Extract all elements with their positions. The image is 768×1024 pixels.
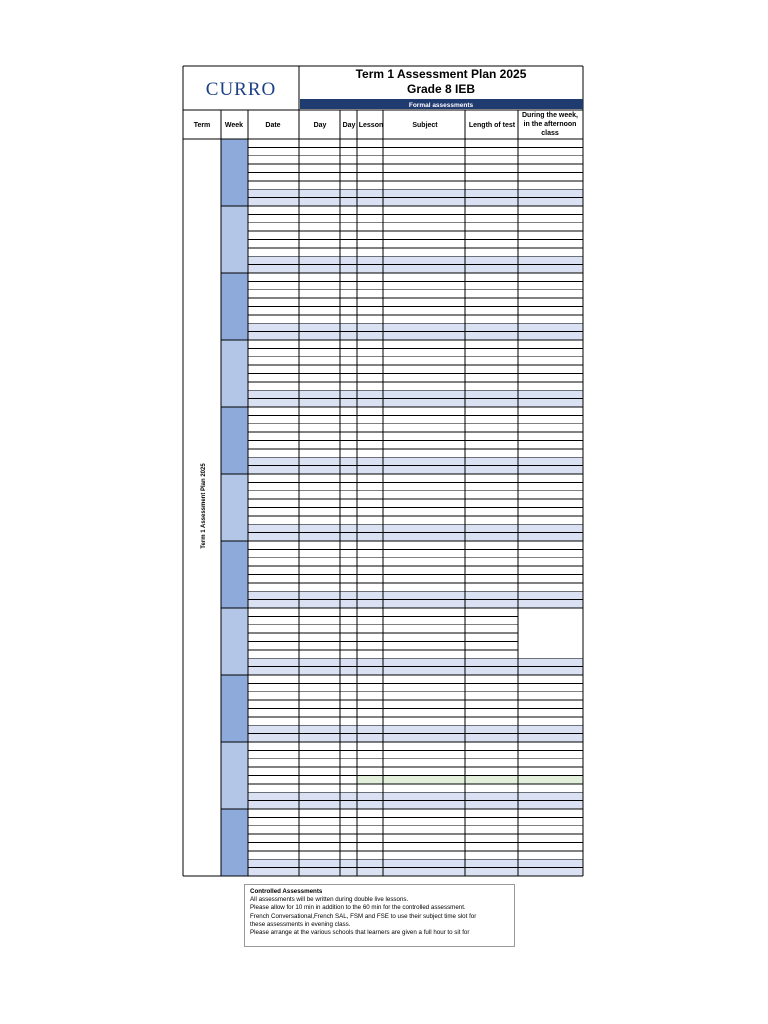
shaded-row	[248, 189, 583, 197]
notes-line: Please arrange at the various schools that learners are given a full hour to sit for	[250, 929, 470, 937]
col-header-during-2: in the afternoon	[523, 121, 577, 128]
formal-assessments-label: Formal assessments	[408, 102, 474, 109]
week-cell	[221, 407, 248, 474]
col-header-term: Term	[193, 122, 211, 129]
shaded-row	[248, 466, 583, 474]
shaded-row	[248, 859, 583, 867]
week-cell	[221, 608, 248, 675]
notes-line: these assessments in evening class.	[250, 920, 351, 928]
notes-title: Controlled Assessments	[250, 888, 323, 895]
shaded-row	[248, 667, 583, 675]
shaded-row	[248, 457, 583, 465]
shaded-row	[248, 323, 583, 331]
shaded-row	[248, 198, 583, 206]
shaded-row	[248, 256, 583, 264]
shaded-row	[248, 801, 583, 809]
shaded-row	[248, 725, 583, 733]
shaded-row	[248, 591, 583, 599]
shaded-row	[248, 332, 583, 340]
week-cell	[221, 809, 248, 876]
week-cell	[221, 273, 248, 340]
term-vertical-label: Term 1 Assessment Plan 2025	[201, 463, 207, 549]
col-header-day: Day	[313, 122, 327, 129]
curro-logo: CURRO	[205, 79, 277, 100]
col-header-week: Week	[224, 122, 244, 129]
shaded-row	[248, 792, 583, 800]
notes-line: French Conversational,French SAL, FSM and FSE to use their subject time slot for	[250, 912, 477, 920]
week-cell	[221, 541, 248, 608]
col-header-day-2: Day	[342, 122, 356, 129]
green-row	[357, 776, 583, 784]
shaded-row	[248, 265, 583, 273]
week-cell	[221, 139, 248, 206]
col-header-subject: Subject	[412, 122, 438, 129]
plan-title: Term 1 Assessment Plan 2025	[355, 67, 527, 81]
week-cell	[221, 206, 248, 273]
notes-line: All assessments will be written during double live lessons.	[250, 896, 409, 904]
shaded-row	[248, 868, 583, 876]
week-cell	[221, 340, 248, 407]
week-cell	[221, 675, 248, 742]
col-header-lesson: Lesson	[358, 122, 384, 129]
notes-line: Please allow for 10 min in addition to the 60 min for the controlled assessment.	[250, 904, 466, 912]
col-header-during-3: class	[541, 130, 559, 137]
shaded-row	[248, 533, 583, 541]
week-cell	[221, 742, 248, 809]
shaded-row	[248, 600, 583, 608]
shaded-row	[248, 390, 583, 398]
shaded-row	[248, 399, 583, 407]
plan-grade: Grade 8 IEB	[406, 82, 476, 96]
col-header-length: Length of test	[468, 122, 516, 129]
col-header-during-1: During the week,	[521, 112, 579, 119]
shaded-row	[248, 734, 583, 742]
col-header-date: Date	[265, 122, 281, 129]
shaded-row	[248, 658, 583, 666]
shaded-row	[248, 524, 583, 532]
week-cell	[221, 474, 248, 541]
controlled-assessments-note	[244, 884, 515, 947]
